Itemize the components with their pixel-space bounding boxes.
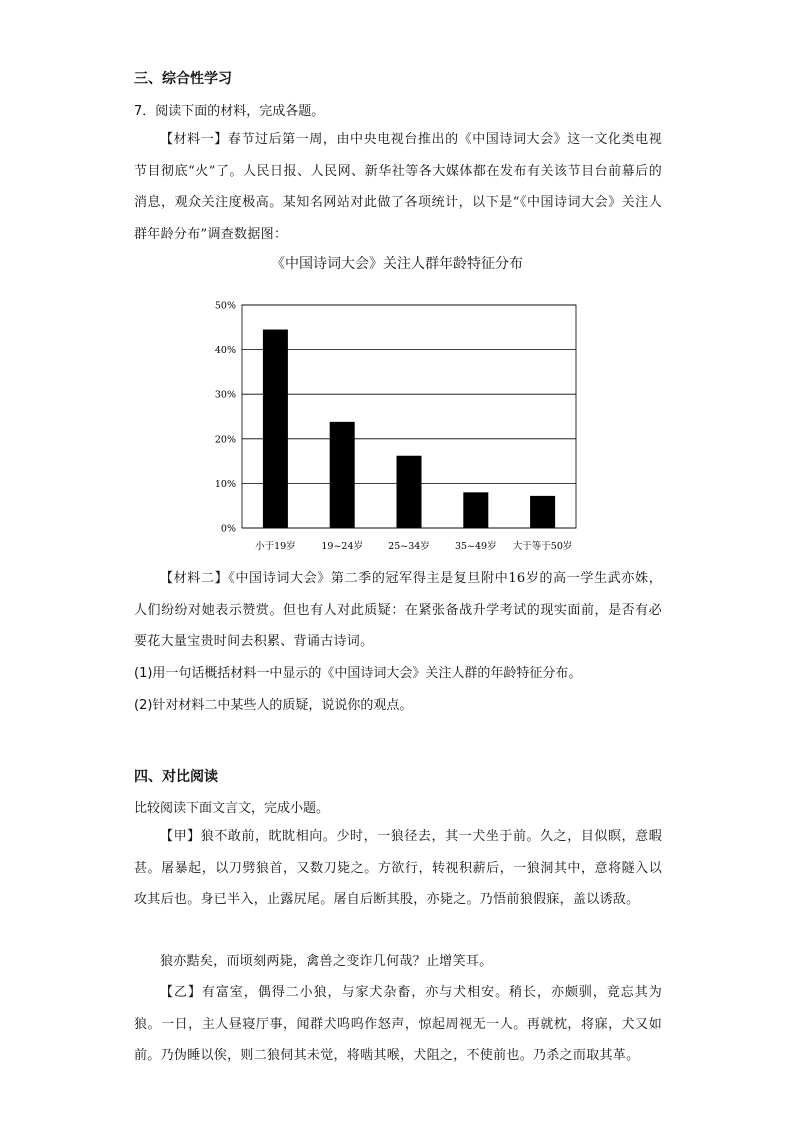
y-tick-label: 50% [214, 300, 236, 312]
material1-text: 【材料一】春节过后第一周，由中央电视台推出的《中国诗词大会》这一文化类电视节目彻底“火”了。人民日报、人民网、新华社等各大媒体都在发布有关该节目台前幕后的消息，观众关注度极高。某知名网站对此做了各项统计，以下是“《中国诗词大会》关注人群年龄分布”调查数据图： [134, 132, 662, 242]
x-tick-label: 35~49岁 [454, 541, 497, 552]
y-tick-label: 10% [214, 478, 236, 490]
section3-heading: 三、综合性学习 [134, 71, 232, 87]
bar [530, 496, 555, 528]
age-bar-chart [200, 295, 600, 560]
y-tick-label: 0% [220, 523, 236, 535]
passage-jia-comment: 狼亦黠矣，而顷刻两毙，禽兽之变诈几何哉？止增笑耳。 [160, 954, 493, 969]
bar [397, 456, 422, 528]
y-tick-label: 40% [214, 345, 236, 357]
x-tick-label: 19~24岁 [321, 541, 364, 552]
material2-text: 【材料二】《中国诗词大会》第二季的冠军得主是复旦附中16岁的高一学生武亦姝，人们纷纷对她表示赞赏。但也有人对此质疑：在紧张备战升学考试的现实面前，是否有必要花大量宝贵时间去积累、背诵古诗词。 [134, 571, 662, 649]
x-tick-label: 大于等于50岁 [512, 541, 573, 552]
section4-heading: 四、对比阅读 [134, 769, 218, 785]
x-tick-label: 小于19岁 [255, 541, 296, 552]
sub-question-2: (2)针对材料二中某些人的质疑，说说你的观点。 [134, 698, 413, 713]
y-tick-label: 30% [214, 389, 236, 401]
y-tick-label: 20% [214, 434, 236, 446]
q7-intro: 7．阅读下面的材料，完成各题。 [134, 104, 325, 119]
section4-intro: 比较阅读下面文言文，完成小题。 [134, 801, 330, 816]
bar [263, 330, 288, 528]
bar [330, 422, 355, 528]
passage-jia: 【甲】狼不敢前，眈眈相向。少时，一狼径去，其一犬坐于前。久之，目似瞑，意暇甚。屠暴起，以刀劈狼首，又数刀毙之。方欲行，转视积薪后，一狼洞其中，意将隧入以攻其后也。身已半入，止露尻尾。屠自后断其股，亦毙之。乃悟前狼假寐，盖以诱敌。 [134, 829, 662, 907]
chart-title: 《中国诗词大会》关注人群年龄特征分布 [271, 256, 523, 272]
passage-yi: 【乙】有富室，偶得二小狼，与家犬杂畜，亦与犬相安。稍长，亦颇驯，竟忘其为狼。一日，主人昼寝厅事，闻群犬呜呜作怒声，惊起周视无一人。再就枕，将寐，犬又如前。乃伪睡以俟，则二狼伺其未觉，将啮其喉，犬阻之，不使前也。乃杀之而取其革。 [134, 985, 662, 1063]
sub-question-1: (1)用一句话概括材料一中显示的《中国诗词大会》关注人群的年龄特征分布。 [134, 666, 582, 681]
x-tick-label: 25~34岁 [388, 541, 430, 552]
bar [463, 492, 488, 528]
